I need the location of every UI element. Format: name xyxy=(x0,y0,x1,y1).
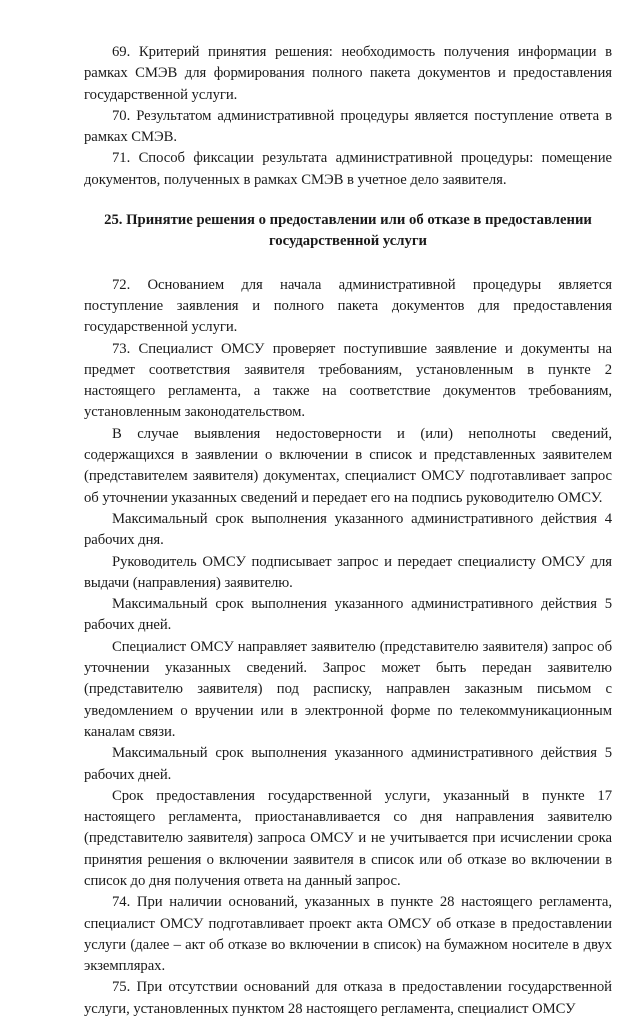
paragraph-69: 69. Критерий принятия решения: необходимость получения информации в рамках СМЭВ для формирования полного пакета документов и предоставления государственной услуги. xyxy=(84,44,612,103)
section-heading: 25. Принятие решения о предоставлении или об отказе в предоставлении государственной услуги xyxy=(104,212,592,250)
paragraphs-after xyxy=(84,275,612,1020)
paragraph-suspension-term: Срок предоставления государственной услуги, указанный в пункте 17 настоящего регламента, приостанавливается со дня направления заявителю (представителю заявителя) запроса ОМСУ и не учитывается при исчислении срока принятия решения о включении заявителя в список или об отказе во включении в список до дня получения ответа на данный запрос. xyxy=(84,787,612,889)
paragraph-71: 71. Способ фиксации результата административной процедуры: помещение документов, полученных в рамках СМЭВ в учетное дело заявителя. xyxy=(84,150,612,188)
paragraph-request-sending: Специалист ОМСУ направляет заявителю (представителю заявителя) запрос об уточнении указанных сведений. Запрос может быть передан заявителю (представителю заявителя) под расписку, направлен заказным письмом с уведомлением о вручении или в электронной форме по телекоммуникационным каналам связи. xyxy=(84,638,612,740)
paragraph-deadline-4-days: Максимальный срок выполнения указанного административного действия 4 рабочих дня. xyxy=(84,510,612,549)
paragraph-head-signs-request: Руководитель ОМСУ подписывает запрос и передает специалисту ОМСУ для выдачи (направления) заявителю. xyxy=(84,553,612,591)
paragraph-deadline-5-days-2: Максимальный срок выполнения указанного административного действия 5 рабочих дней. xyxy=(84,745,612,783)
paragraph-73: 73. Специалист ОМСУ проверяет поступившие заявление и документы на предмет соответствия заявителя требованиям, установленным в пункте 2 настоящего регламента, а также на соответствие документов требованиям, установленным законодательством. xyxy=(84,340,612,421)
paragraph-73-verification-case: В случае выявления недостоверности и (или) неполноты сведений, содержащихся в заявлении о включении в список и представленных заявителем (представителем заявителя) документах, специалист ОМСУ подготавливает запрос об уточнении указанных сведений и передает его на подпись руководителю ОМСУ. xyxy=(84,425,612,506)
paragraphs-before xyxy=(84,42,612,191)
paragraph-70: 70. Результатом административной процедуры является поступление ответа в рамках СМЭВ. xyxy=(84,107,612,146)
paragraph-deadline-5-days-1: Максимальный срок выполнения указанного административного действия 5 рабочих дней. xyxy=(84,596,612,634)
paragraph-72: 72. Основанием для начала административной процедуры является поступление заявления и полного пакета документов для предоставления государственной услуги. xyxy=(84,276,612,336)
paragraph-74: 74. При наличии оснований, указанных в пункте 28 настоящего регламента, специалист ОМСУ подготавливает проект акта ОМСУ об отказе в предоставлении услуги (далее – акт об отказе во включении в список) на бумажном носителе в двух экземплярах. xyxy=(84,894,612,975)
paragraph-75: 75. При отсутствии оснований для отказа в предоставлении государственной услуги, установленных пунктом 28 настоящего регламента, специалист ОМСУ xyxy=(84,979,612,1017)
